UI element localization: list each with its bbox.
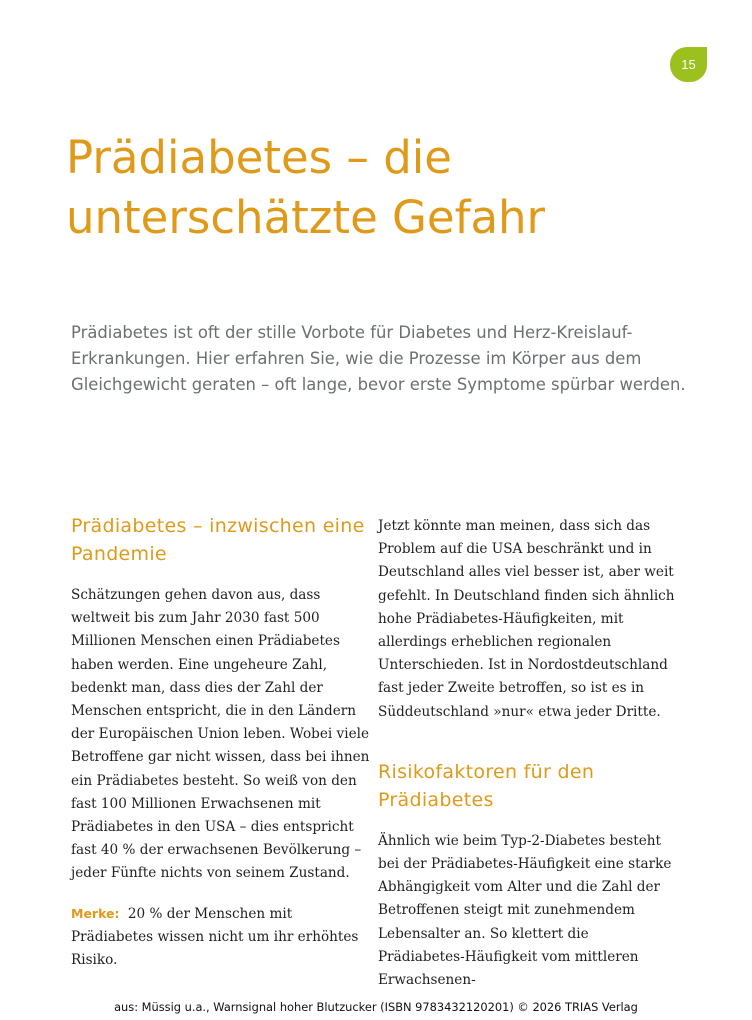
section-heading-risikofaktoren: Risikofaktoren für den Prädiabetes [378,760,595,811]
merke-text: 20 % der Menschen mit Prädiabetes wissen nicht um ihr erhöhtes Risiko. [71,905,359,969]
page-title-line-1: Prädiabetes – die [66,131,452,184]
intro-paragraph: Prädiabetes ist oft der stille Vorbote für Diabetes und Herz-Kreislauf-Erkrankungen. Hier erfahren Sie, wie die Prozesse im Körper aus dem Gleichgewicht geraten – oft lange, bevor erste Symptome spürbar werden. [71,323,686,394]
section-heading-pandemie: Prädiabetes – inzwischen eine Pandemie [71,515,365,565]
page-title [66,128,686,248]
merke-note [71,902,371,973]
page-number-badge [670,47,707,82]
page-title-line-2: unterschätzte Gefahr [66,191,546,244]
germany-paragraph: Jetzt könnte man meinen, dass sich das Problem auf die USA beschränkt und in Deutschland alles viel besser ist, aber weit gefehlt. In Deutschland finden sich ähnlich hohe Prädiabetes-Häufigkeiten, mit allerdings erheblichen regionalen Unterschieden. Ist in Nordostdeutschland fast jeder Zweite betroffen, so ist es in Süddeutschland »nur« etwa jeder Dritte. [378,518,675,720]
risikofaktoren-paragraph: Ähnlich wie beim Typ-2-Diabetes besteht bei der Prädiabetes-Häufigkeit eine starke Abhängigkeit vom Alter und die Zahl der Betroffenen steigt mit zunehmendem Lebensalter an. So klettert die Prädiabetes-Häufigkeit vom mittleren Erwachsenen- [378,832,672,989]
pandemie-paragraph: Schätzungen gehen davon aus, dass weltweit bis zum Jahr 2030 fast 500 Millionen Menschen einen Prädiabetes haben werden. Eine ungeheure Zahl, bedenkt man, dass dies der Zahl der Menschen entspricht, die in den Ländern der Europäischen Union leben. Wobei viele Betroffene gar nicht wissen, dass bei ihnen ein Prädiabetes besteht. So weiß von den fast 100 Millionen Erwachsenen mit Prädiabetes in den USA – dies entspricht fast 40 % der erwachsenen Bevölkerung – jeder Fünfte nichts von seinem Zustand. [71,587,370,882]
merke-label: Merke: [71,905,120,921]
right-column [378,515,678,1006]
left-column [71,512,371,986]
page-number: 15 [681,57,696,72]
source-footer: aus: Müssig u.a., Warnsignal hoher Blutzucker (ISBN 9783432120201) © 2026 TRIAS Verlag [114,1000,638,1014]
